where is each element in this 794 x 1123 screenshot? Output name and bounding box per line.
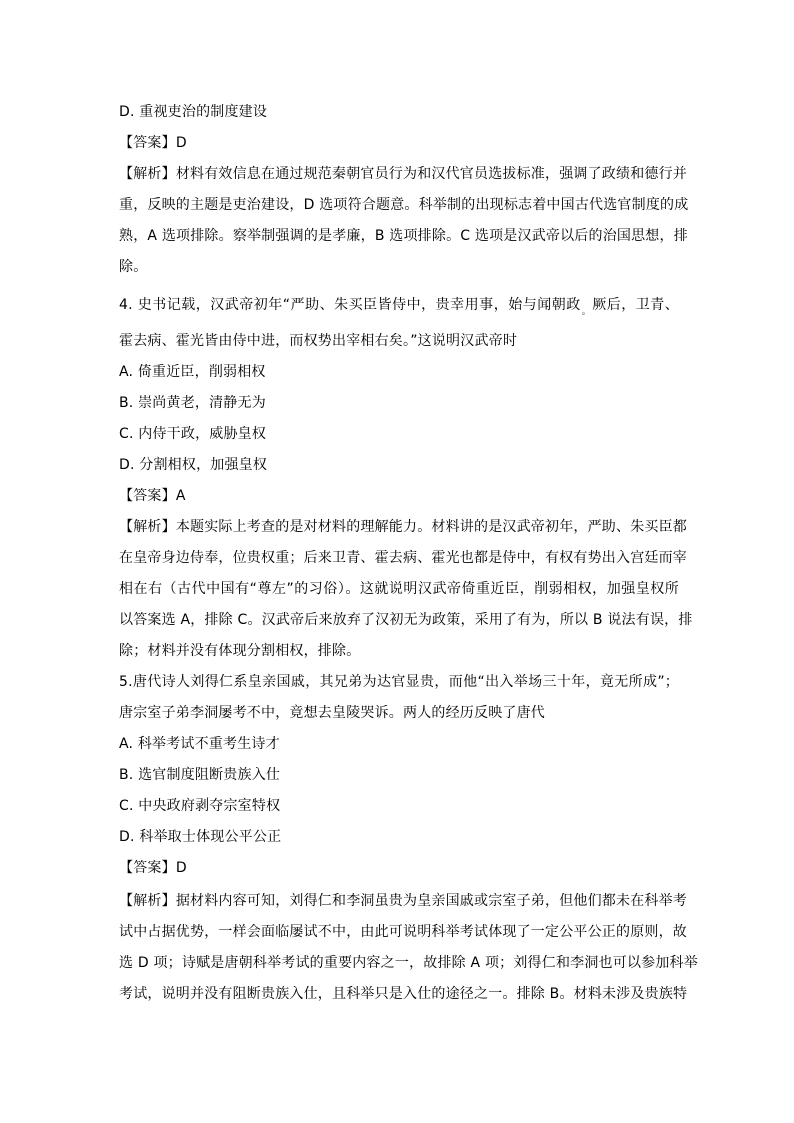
q4-stem-line-1 — [119, 295, 679, 317]
q4-option-b: B. 崇尚黄老，清静无为 — [119, 395, 266, 411]
q4-analysis-line-4: 以答案选 A，排除 C。汉武帝后来放弃了汉初无为政策，采用了有为，所以 B 说法有误，排 — [119, 612, 693, 628]
q3-analysis-line-3: 熟，A 选项排除。察举制强调的是孝廉，B 选项排除。C 选项是汉武帝以后的治国思想，排 — [119, 228, 688, 244]
q3-analysis-line-4: 除。 — [119, 259, 148, 275]
q4-analysis-line-3: 相在右（古代中国有“尊左”的习俗）。这就说明汉武帝倚重近臣，削弱相权，加强皇权所 — [119, 581, 679, 597]
q4-stem-line-2: 霍去病、霍光皆由侍中进，而权势出宰相右矣。”这说明汉武帝时 — [119, 333, 518, 349]
answer-value: D — [175, 860, 187, 876]
q5-analysis-line-2: 试中占据优势，一样会面临屡试不中，由此可说明科举考试体现了一定公平公正的原则，故 — [119, 924, 687, 940]
analysis-tag: 【解析】 — [119, 519, 176, 535]
answer-tag: 【答案】 — [119, 135, 176, 151]
q3-answer — [119, 133, 679, 153]
q3-option-d: D. 重视吏治的制度建设 — [119, 104, 268, 120]
analysis-text: 本题实际上考查的是对材料的理解能力。材料讲的是汉武帝初年，严助、朱买臣都 — [175, 519, 688, 535]
answer-value: A — [175, 488, 186, 504]
q5-stem-line-2: 唐宗室子弟李洞屡考不中，竟想去皇陵哭诉。两人的经历反映了唐代 — [119, 705, 545, 721]
analysis-text: 材料有效信息在通过规范秦朝官员行为和汉代官员选拔标准，强调了政绩和德行并 — [175, 166, 688, 182]
q4-option-a: A. 倚重近臣，削弱相权 — [119, 364, 266, 380]
answer-tag: 【答案】 — [119, 488, 176, 504]
q3-analysis-line-2: 重，反映的主题是吏治建设，D 选项符合题意。科举制的出现标志着中国古代选官制度的成 — [119, 197, 689, 213]
analysis-text: 据材料内容可知，刘得仁和李洞虽贵为皇亲国戚或宗室子弟，但他们都未在科举考 — [175, 893, 688, 909]
q5-option-a: A. 科举考试不重考生诗才 — [119, 736, 280, 752]
q4-analysis-line-5: 除；材料并没有体现分割相权，排除。 — [119, 643, 361, 659]
q5-option-c: C. 中央政府剥夺宗室特权 — [119, 798, 281, 814]
q5-analysis-line-3: 选 D 项；诗赋是唐朝科举考试的重要内容之一，故排除 A 项；刘得仁和李洞也可以参加科举 — [119, 955, 698, 971]
q4-stem-text-a: 4. 史书记载，汉武帝初年“严助、朱买臣皆侍中，贵幸用事，始与闻朝政 — [119, 297, 581, 313]
q4-stem-text-b: 厥后，卫青、 — [592, 297, 680, 313]
q3-analysis-line-1 — [119, 164, 688, 184]
q5-answer — [119, 858, 679, 878]
q4-option-c: C. 内侍干政，威胁皇权 — [119, 426, 267, 442]
q4-option-d: D. 分割相权，加强皇权 — [119, 457, 268, 473]
q5-analysis-line-1 — [119, 891, 688, 911]
q4-answer — [119, 486, 679, 506]
q4-stem-mark: 。 — [581, 307, 592, 317]
q5-stem-line-1: 5.唐代诗人刘得仁系皇亲国戚，其兄弟为达官显贵，而他“出入举场三十年，竟无所成”； — [119, 674, 679, 690]
answer-tag: 【答案】 — [119, 860, 176, 876]
analysis-tag: 【解析】 — [119, 893, 176, 909]
q5-option-b: B. 选官制度阻断贵族入仕 — [119, 767, 281, 783]
q5-analysis-line-4: 考试，说明并没有阻断贵族入仕，且科举只是入仕的途径之一。排除 B。材料未涉及贵族特 — [119, 986, 688, 1002]
answer-value: D — [175, 135, 187, 151]
q4-analysis-line-1 — [119, 517, 688, 537]
q5-option-d: D. 科举取士体现公平公正 — [119, 829, 282, 845]
analysis-tag: 【解析】 — [119, 166, 176, 182]
q4-analysis-line-2: 在皇帝身边侍奉，位贵权重；后来卫青、霍去病、霍光也都是侍中，有权有势出入宫廷而宰 — [119, 550, 687, 566]
